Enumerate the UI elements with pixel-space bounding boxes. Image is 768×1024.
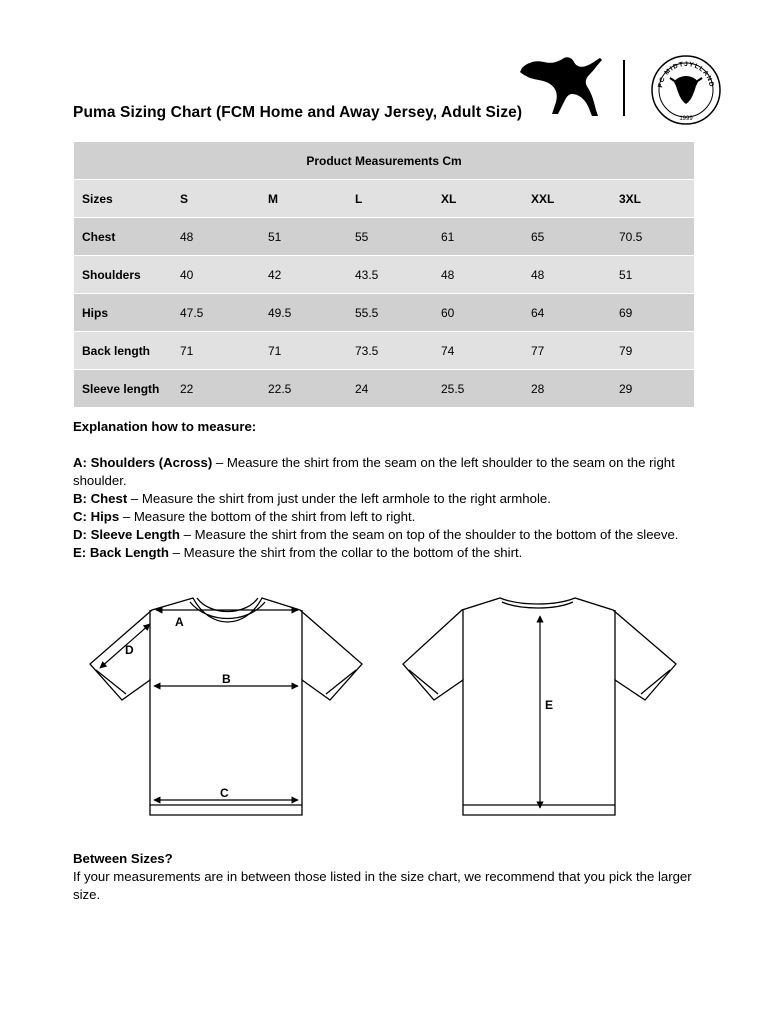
front-measure-arrows: [100, 610, 298, 800]
logo-area: [518, 52, 728, 124]
table-cell: 55.5: [355, 305, 379, 320]
table-header-row: [74, 142, 694, 180]
table-row: [74, 218, 694, 256]
logo-divider: [623, 60, 625, 116]
club-name-text: FC MIDTJYLLAND: [657, 60, 715, 89]
definition-text: – Measure the shirt from the seam on top of the shoulder to the bottom of the sleeve.: [180, 527, 679, 542]
label-c: C: [220, 786, 229, 800]
table-cell: 74: [441, 343, 455, 358]
row-label: Sleeve length: [82, 381, 160, 396]
row-label: Chest: [82, 229, 116, 244]
column-header: M: [268, 191, 278, 206]
between-sizes-text: If your measurements are in between those listed in the size chart, we recommend that you pick the larger size.: [73, 869, 692, 902]
table-cell: 22: [180, 381, 194, 396]
definition-item: [73, 526, 693, 544]
column-header: XL: [441, 191, 457, 206]
shirt-diagram: [0, 590, 768, 830]
definition-text: – Measure the bottom of the shirt from left to right.: [119, 509, 416, 524]
row-label: Shoulders: [82, 267, 141, 282]
table-cell: 73.5: [355, 343, 379, 358]
table-cell: 51: [619, 267, 633, 282]
table-cell: 64: [531, 305, 545, 320]
front-shirt-outline: [90, 598, 362, 815]
table-cell: 60: [441, 305, 455, 320]
table-cell: 51: [268, 229, 282, 244]
table-header: Product Measurements Cm: [306, 153, 462, 168]
column-header: L: [355, 191, 363, 206]
table-row: [74, 294, 694, 332]
table-cell: 61: [441, 229, 455, 244]
table-cell: 48: [531, 267, 545, 282]
row-label: Back length: [82, 343, 151, 358]
definition-key: D: Sleeve Length: [73, 527, 180, 542]
size-table: [74, 142, 694, 408]
table-cell: 24: [355, 381, 369, 396]
table-cell: 79: [619, 343, 633, 358]
table-cell: 47.5: [180, 305, 204, 320]
table-row: [74, 332, 694, 370]
table-cell: 48: [180, 229, 194, 244]
column-header: Sizes: [82, 191, 113, 206]
definition-key: A: Shoulders (Across): [73, 455, 213, 470]
definition-item: [73, 454, 693, 490]
club-crest-icon: [650, 54, 722, 126]
label-d: D: [125, 643, 134, 657]
definition-text: – Measure the shirt from the collar to the bottom of the shirt.: [169, 545, 523, 560]
table-row: [74, 370, 694, 408]
between-sizes-title: Between Sizes?: [73, 851, 173, 866]
table-cell: 48: [441, 267, 455, 282]
table-row: [74, 256, 694, 294]
table-cell: 40: [180, 267, 194, 282]
table-sizes-row: [74, 180, 694, 218]
row-label: Hips: [82, 305, 109, 320]
table-cell: 55: [355, 229, 369, 244]
definition-text: – Measure the shirt from just under the left armhole to the right armhole.: [127, 491, 551, 506]
definition-key: C: Hips: [73, 509, 120, 524]
definition-item: [73, 508, 693, 526]
table-cell: 77: [531, 343, 545, 358]
table-cell: 22.5: [268, 381, 292, 396]
definition-item: [73, 490, 693, 508]
table-cell: 49.5: [268, 305, 292, 320]
label-a: A: [175, 615, 184, 629]
definition-key: E: Back Length: [73, 545, 169, 560]
definition-text: – Measure the shirt from the seam on the left shoulder to the seam on the right shoulder.: [73, 455, 675, 488]
label-b: B: [222, 672, 231, 686]
table-cell: 43.5: [355, 267, 379, 282]
label-e: E: [545, 698, 554, 712]
puma-logo-icon: [518, 52, 610, 124]
club-year-text: 1999: [679, 116, 693, 122]
table-cell: 71: [268, 343, 282, 358]
table-cell: 70.5: [619, 229, 643, 244]
column-header: XXL: [531, 191, 555, 206]
table-cell: 71: [180, 343, 194, 358]
column-header: 3XL: [619, 191, 642, 206]
explanation-title: Explanation how to measure:: [73, 419, 257, 434]
measure-definitions: [73, 454, 693, 562]
table-cell: 69: [619, 305, 633, 320]
table-cell: 28: [531, 381, 545, 396]
table-cell: 42: [268, 267, 282, 282]
definition-item: [73, 544, 693, 562]
table-cell: 29: [619, 381, 633, 396]
table-cell: 65: [531, 229, 545, 244]
column-header: S: [180, 191, 189, 206]
page-title: Puma Sizing Chart (FCM Home and Away Jersey, Adult Size): [73, 104, 523, 121]
definition-key: B: Chest: [73, 491, 128, 506]
table-cell: 25.5: [441, 381, 465, 396]
